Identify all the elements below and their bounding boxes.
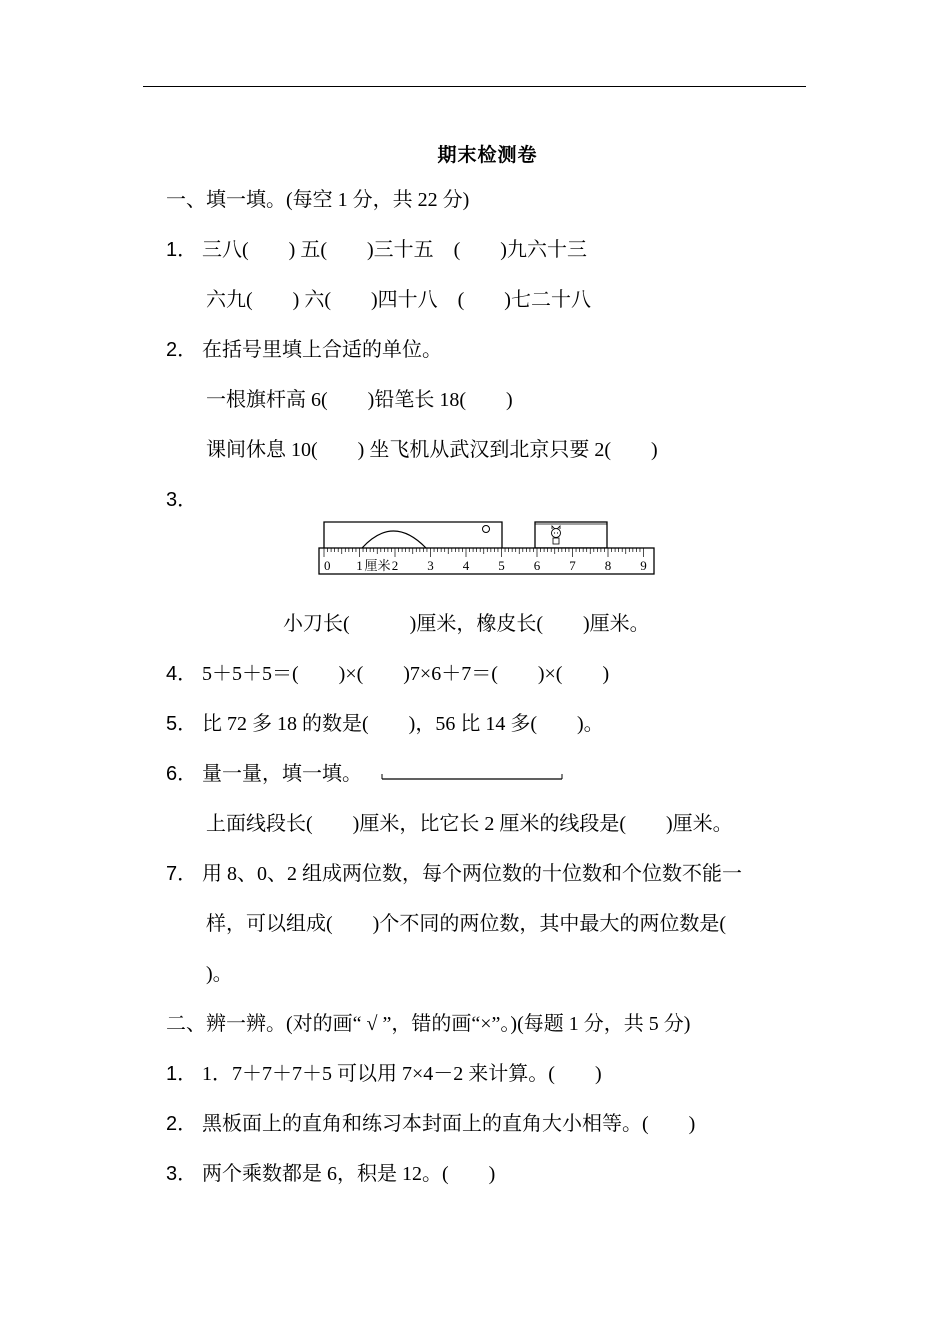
question-number: 2． (166, 339, 198, 361)
question-6 (166, 760, 362, 788)
ruler-tick-label: 3 (427, 558, 434, 573)
question-number: 5． (166, 713, 198, 735)
q6-text: 量一量，填一填。 (202, 763, 362, 785)
q5-text: 比 72 多 18 的数是( )，56 比 14 多( )。 (202, 713, 604, 735)
question-4 (166, 660, 609, 688)
q1-line2: 六九( ) 六( )四十八 ( )七二十八 (206, 289, 591, 311)
knife-icon (324, 522, 502, 548)
question-2 (166, 336, 442, 364)
judge-q3-text: 两个乘数都是 6，积是 12。( ) (202, 1163, 496, 1185)
question-number: 2． (166, 1113, 198, 1135)
judge-question-3 (166, 1160, 495, 1188)
q7-line3: )。 (206, 963, 233, 985)
ruler-tick-label: 2 (391, 558, 399, 573)
question-5 (166, 710, 604, 738)
ruler-tick-label: 6 (533, 558, 541, 573)
ruler-svg (318, 518, 658, 580)
question-number: 4． (166, 663, 198, 685)
ruler-tick-label: 1 (356, 558, 363, 573)
top-rule (143, 86, 806, 87)
knife-blade-arc (362, 531, 426, 548)
q2-line2: 课间休息 10( ) 坐飞机从武汉到北京只要 2( ) (206, 439, 658, 461)
eraser-icon (535, 522, 607, 548)
q3-answer: 小刀长( )厘米，橡皮长( )厘米。 (283, 613, 650, 635)
question-number: 3． (166, 1163, 198, 1185)
q1-line1: 三八( ) 五( )三十五 ( )九六十三 (202, 239, 587, 261)
question-7 (166, 860, 742, 888)
line-segment-icon (381, 768, 565, 782)
knife-hole (483, 526, 490, 533)
ruler-figure (318, 518, 658, 580)
section2-header: 二、辨一辨。(对的画“ √ ”，错的画“×”。)(每题 1 分，共 5 分) (166, 1013, 691, 1035)
q4-text: 5＋5＋5＝( )×( )7×6＋7＝( )×( ) (202, 663, 610, 685)
judge-question-2 (166, 1110, 695, 1138)
ruler-tick-label: 7 (569, 558, 576, 573)
question-number: 1． (166, 1063, 198, 1085)
question-number: 1． (166, 239, 198, 261)
q2-line1: 一根旗杆高 6( )铅笔长 18( ) (206, 389, 513, 411)
line-segment-figure (381, 768, 565, 782)
judge-question-1 (166, 1060, 602, 1088)
section1-header: 一、填一填。(每空 1 分，共 22 分) (166, 189, 470, 211)
q6-answer: 上面线段长( )厘米，比它长 2 厘米的线段是( )厘米。 (206, 813, 733, 835)
question-number: 3． (166, 489, 198, 511)
page-title: 期末检测卷 (437, 145, 538, 166)
q7-line1: 用 8、0、2 组成两位数，每个两位数的十位数和个位数不能一 (202, 863, 742, 885)
question-3 (166, 486, 202, 514)
kitty-icon (552, 526, 561, 544)
question-number: 7． (166, 863, 198, 885)
q2-text: 在括号里填上合适的单位。 (202, 339, 442, 361)
ruler-tick-label: 5 (498, 558, 505, 573)
ruler-tick-label: 0 (324, 558, 331, 573)
q7-line2: 样，可以组成( )个不同的两位数，其中最大的两位数是( (206, 913, 726, 935)
judge-q2-text: 黑板面上的直角和练习本封面上的直角大小相等。( ) (202, 1113, 696, 1135)
ruler-unit-label: 厘米 (364, 558, 391, 573)
ruler-tick-label: 4 (462, 558, 470, 573)
ruler-tick-label: 9 (640, 558, 647, 573)
judge-q1-text: 1．7＋7＋7＋5 可以用 7×4－2 来计算。( ) (202, 1063, 602, 1085)
ruler-tick-label: 8 (604, 558, 612, 573)
question-1 (166, 236, 587, 264)
question-number: 6． (166, 763, 198, 785)
